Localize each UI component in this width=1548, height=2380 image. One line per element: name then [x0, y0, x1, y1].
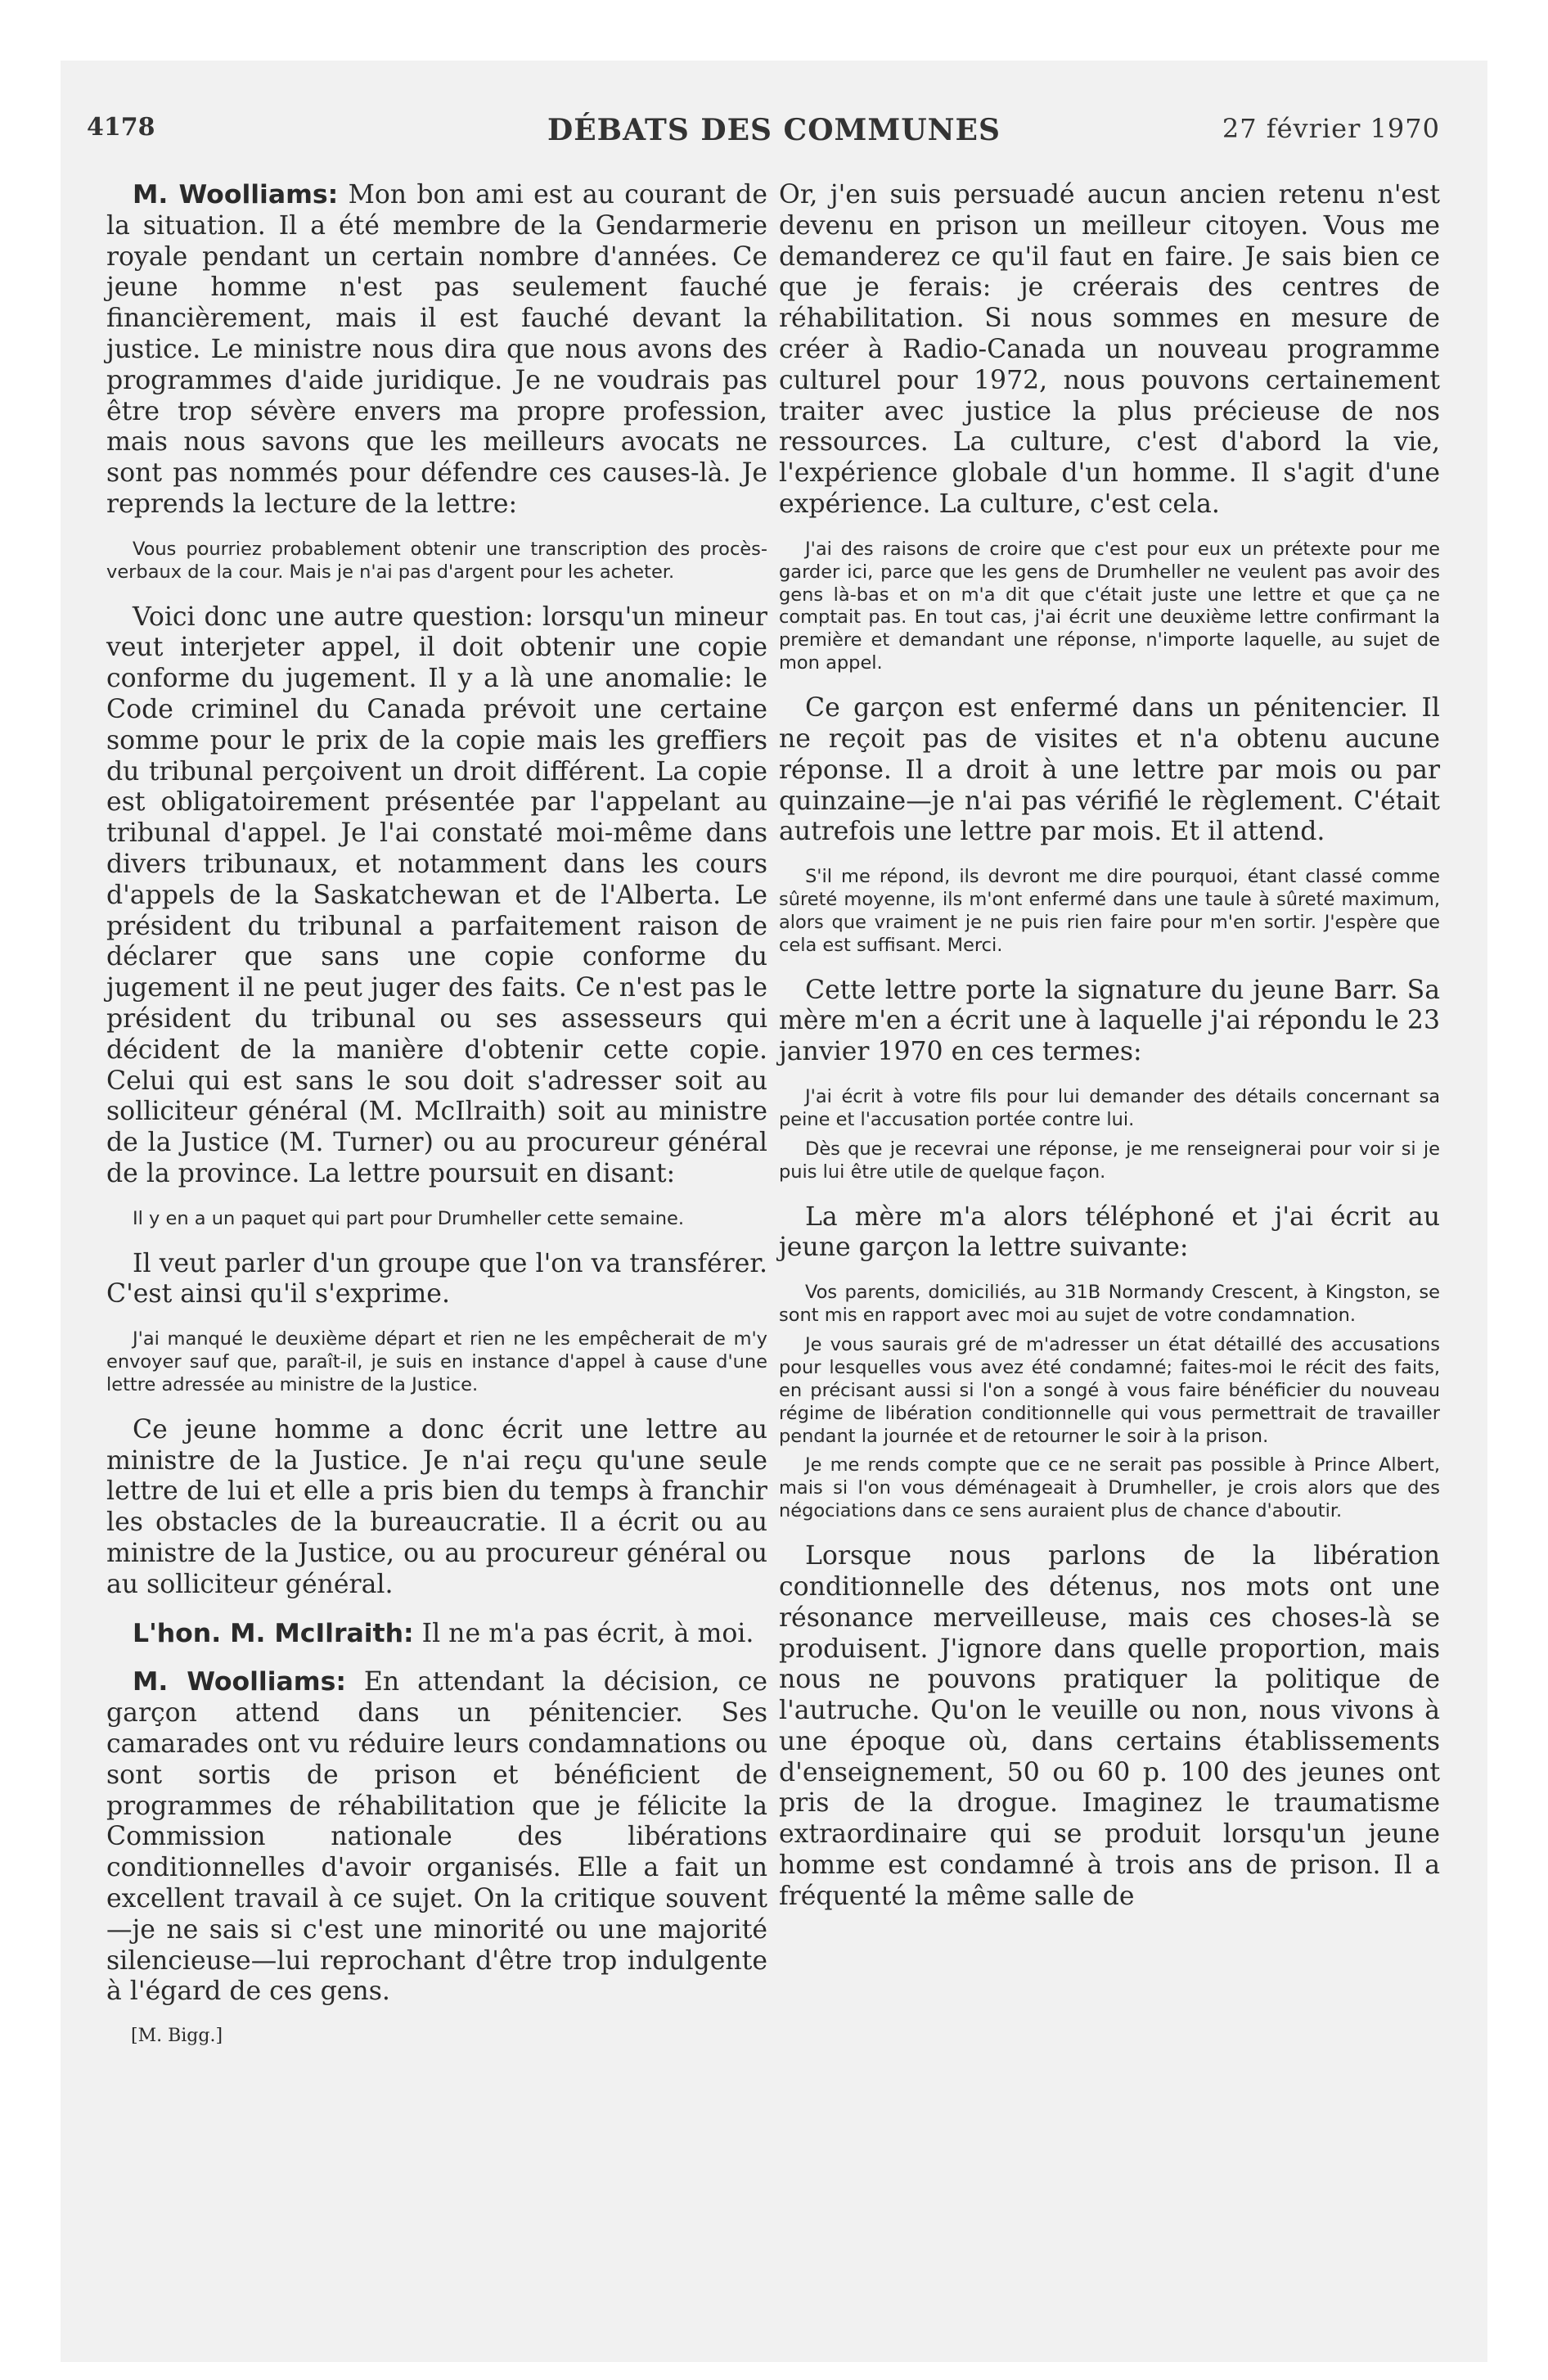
letter-quote: Vos parents, domiciliés, au 31B Normandy Crescent, à Kingston, se sont mis en rapport avec moi au sujet de votre condamnation.	[779, 1282, 1440, 1327]
paragraph: Lorsque nous parlons de la libération conditionnelle des détenus, nos mots ont une résonance merveilleuse, mais ces choses-là se produisent. J'ignore dans quelle proportion, mais nous ne pouvons pratiquer la politique de l'autruche. Qu'on le veuille ou non, nous vivons à une époque où, dans certains établissements d'enseignement, 50 ou 60 p. 100 des jeunes ont pris de la drogue. Imaginez le traumatisme extraordinaire qui se produit lorsqu'un jeune homme est condamné à trois ans de prison. Il a fréquenté la même salle de	[779, 1541, 1440, 1911]
letter-quote: Dès que je recevrai une réponse, je me renseignerai pour voir si je puis lui être utile de quelque façon.	[779, 1138, 1440, 1183]
paragraph	[106, 180, 767, 521]
right-column	[779, 180, 1440, 1931]
letter-quote: J'ai écrit à votre fils pour lui demander des détails concernant sa peine et l'accusation portée contre lui.	[779, 1086, 1440, 1130]
letter-quote: Je me rends compte que ce ne serait pas possible à Prince Albert, mais si l'on vous déménageait à Drumheller, je crois alors que des négociations dans ce sens auraient plus de chance d'aboutir.	[779, 1454, 1440, 1522]
running-title: DÉBATS DES COMMUNES	[547, 113, 1001, 147]
letter-quote: Il y en a un paquet qui part pour Drumheller cette semaine.	[133, 1207, 684, 1229]
paragraph: Or, j'en suis persuadé aucun ancien retenu n'est devenu en prison un meilleur citoyen. Vous me demanderez ce qu'il faut en faire. Je sais bien ce que je ferais: je créerais des centres de réhabilitation. Si nous sommes en mesure de créer à Radio-Canada un nouveau programme culturel pour 1972, nous pouvons certainement traiter avec justice la plus précieuse de nos ressources. La culture, c'est d'abord la vie, l'expérience globale d'un homme. Il s'agit d'une expérience. La culture, c'est cela.	[779, 180, 1440, 519]
speaker-reference: [M. Bigg.]	[131, 2026, 223, 2047]
letter-quote: S'il me répond, ils devront me dire pourquoi, étant classé comme sûreté moyenne, ils m'ont enfermé dans une taule à sûreté maximum, alors que vraiment je ne puis rien faire pour m'en sortir. J'espère que cela est suffisant. Merci.	[779, 866, 1440, 956]
letter-quote: J'ai des raisons de croire que c'est pour eux un prétexte pour me garder ici, parce que les gens de Drumheller ne veulent pas avoir des gens là-bas et on m'a dit que c'était juste une lettre et que ça ne comptait pas. En tout cas, j'ai écrit une deuxième lettre confirmant la première et demandant une réponse, n'importe laquelle, au sujet de mon appel.	[779, 538, 1440, 674]
paragraph: Il veut parler d'un groupe que l'on va transférer. C'est ainsi qu'il s'exprime.	[106, 1248, 767, 1309]
left-column	[106, 180, 767, 2046]
paragraph: Ce jeune homme a donc écrit une lettre au ministre de la Justice. Je n'ai reçu qu'une seule lettre de lui et elle a pris bien du temps à franchir les obstacles de la bureaucratie. Il a écrit ou au ministre de la Justice, ou au procureur général ou au solliciteur général.	[106, 1414, 767, 1599]
speech-text: En attendant la décision, ce garçon attend dans un pénitencier. Ses camarades ont vu réduire leurs condamnations ou sont sortis de prison et bénéficient de programmes de réhabilitation que je félicite la Commission nationale des libérations conditionnelles d'avoir organisés. Elle a fait un excellent travail à ce sujet. On la critique souvent—je ne sais si c'est une minorité ou une majorité silencieuse—lui reprochant d'être trop indulgente à l'égard de ces gens.	[106, 1667, 767, 2007]
paragraph: Voici donc une autre question: lorsqu'un mineur veut interjeter appel, il doit obtenir une copie conforme du jugement. Il y a là une anomalie: le Code criminel du Canada prévoit une certaine somme pour le prix de la copie mais les greffiers du tribunal perçoivent un droit différent. La copie est obligatoirement présentée par l'appelant au tribunal d'appel. Je l'ai constaté moi-même dans divers tribunaux, et notamment dans les cours d'appels de la Saskatchewan et de l'Alberta. Le président du tribunal a parfaitement raison de déclarer que sans une copie conforme du jugement il ne peut juger des faits. Ce n'est pas le président du tribunal ou ses assesseurs qui décident de la manière d'obtenir cette copie. Celui qui est sans le sou doit s'adresser soit au solliciteur général (M. McIlraith) soit au ministre de la Justice (M. Turner) ou au procureur général de la province. La lettre poursuit en disant:	[106, 602, 767, 1188]
speaker-name: M. Woolliams:	[133, 1667, 346, 1697]
letter-quote: J'ai manqué le deuxième départ et rien ne les empêcherait de m'y envoyer sauf que, paraît-il, je suis en instance d'appel à cause d'une lettre adressée au ministre de la Justice.	[106, 1328, 767, 1395]
paragraph	[106, 1667, 767, 2008]
paragraph: Ce garçon est enfermé dans un pénitencier. Il ne reçoit pas de visites et n'a obtenu aucune réponse. Il a droit à une lettre par mois ou par quinzaine—je n'ai pas vérifié le règlement. C'était autrefois une lettre par mois. Et il attend.	[779, 693, 1440, 847]
page-number: 4178	[87, 113, 155, 142]
paragraph: Cette lettre porte la signature du jeune Barr. Sa mère m'en a écrit une à laquelle j'ai répondu le 23 janvier 1970 en ces termes:	[779, 975, 1440, 1067]
speaker-name: M. Woolliams:	[133, 180, 339, 210]
paragraph	[106, 1619, 767, 1650]
speech-text: Mon bon ami est au courant de la situation. Il a été membre de la Gendarmerie royale pendant un certain nombre d'années. Ce jeune homme n'est pas seulement fauché financièrement, mais il est fauché devant la justice. Le ministre nous dira que nous avons des programmes d'aide juridique. Je ne voudrais pas être trop sévère envers ma propre profession, mais nous savons que les meilleurs avocats ne sont pas nommés pour défendre ces causes-là. Je reprends la lecture de la lettre:	[106, 180, 767, 519]
letter-quote: Je vous saurais gré de m'adresser un état détaillé des accusations pour lesquelles vous avez été condamné; faites-moi le récit des faits, en précisant aussi si l'on a songé à vous faire bénéficier du nouveau régime de libération conditionnelle qui vous permettrait de travailler pendant la journée et de retourner le soir à la prison.	[779, 1333, 1440, 1447]
page-date: 27 février 1970	[1222, 113, 1440, 144]
speaker-name: L'hon. M. McIlraith:	[133, 1618, 414, 1648]
speech-text: Il ne m'a pas écrit, à moi.	[413, 1618, 754, 1648]
letter-quote: Vous pourriez probablement obtenir une transcription des procès-verbaux de la cour. Mais je n'ai pas d'argent pour les acheter.	[106, 538, 767, 583]
paragraph: La mère m'a alors téléphoné et j'ai écrit au jeune garçon la lettre suivante:	[779, 1201, 1440, 1263]
